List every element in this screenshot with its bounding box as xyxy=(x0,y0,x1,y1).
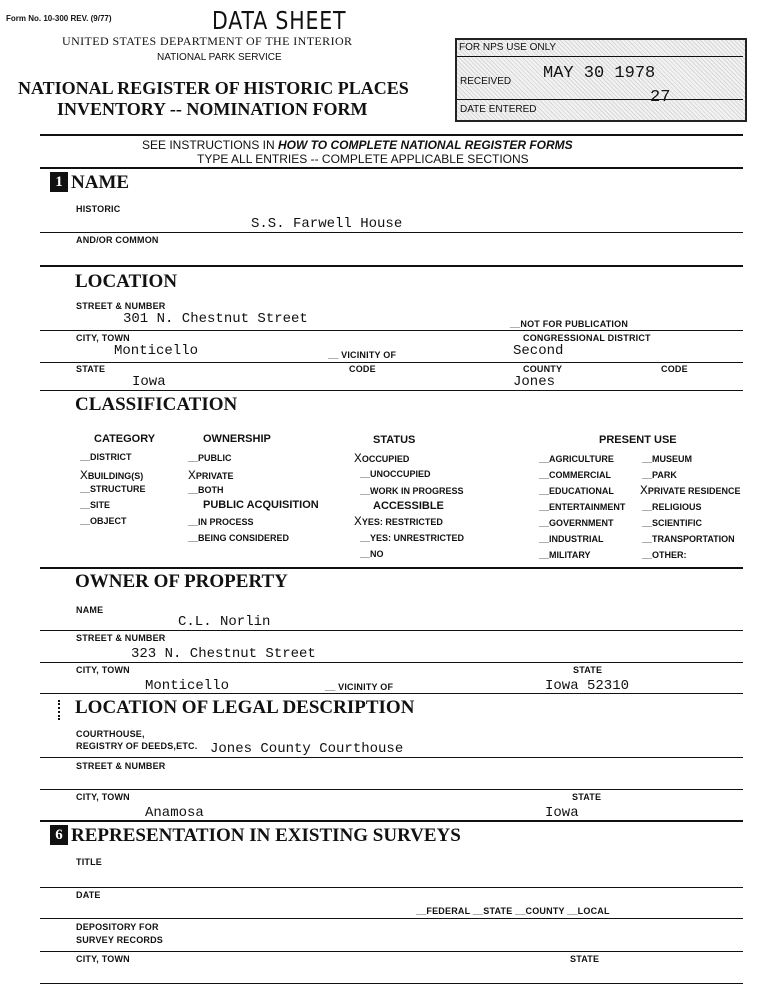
instructions-line2: TYPE ALL ENTRIES -- COMPLETE APPLICABLE SECTIONS xyxy=(197,152,529,166)
county-code-label: CODE xyxy=(661,364,688,374)
status-work-in-progress: __WORK IN PROGRESS xyxy=(360,486,464,496)
not-for-publication: __NOT FOR PUBLICATION xyxy=(510,319,629,329)
owner-street-label: STREET & NUMBER xyxy=(76,633,166,643)
legal-description-section-title: LOCATION OF LEGAL DESCRIPTION xyxy=(75,697,415,718)
survey-city-label: CITY, TOWN xyxy=(76,954,130,964)
legal-city-label: CITY, TOWN xyxy=(76,792,130,802)
use-private-residence: XPRIVATE RESIDENCE xyxy=(640,483,741,498)
use-entertainment: __ENTERTAINMENT xyxy=(539,502,626,512)
classification-section-title: CLASSIFICATION xyxy=(75,394,238,415)
ownership-private: XPRIVATE xyxy=(188,468,234,483)
ownership-public: __PUBLIC xyxy=(188,453,232,463)
owner-state-label: STATE xyxy=(573,665,603,675)
category-site: __SITE xyxy=(80,500,111,510)
courthouse-label-line2: REGISTRY OF DEEDS,ETC. xyxy=(76,741,198,751)
owner-name-label: NAME xyxy=(76,605,104,615)
use-park: __PARK xyxy=(642,470,677,480)
use-government: __GOVERNMENT xyxy=(539,518,614,528)
received-date: MAY 30 1978 xyxy=(543,64,656,83)
use-transportation: __TRANSPORTATION xyxy=(642,534,735,544)
courthouse-label-line1: COURTHOUSE, xyxy=(76,729,145,739)
date-entered-label: DATE ENTERED xyxy=(460,104,537,115)
use-scientific: __SCIENTIFIC xyxy=(642,518,703,528)
nps-box-label: FOR NPS USE ONLY xyxy=(459,42,557,53)
county-label: COUNTY xyxy=(523,364,563,374)
depository-label-line1: DEPOSITORY FOR xyxy=(76,922,159,932)
use-industrial: __INDUSTRIAL xyxy=(539,534,604,544)
use-educational: __EDUCATIONAL xyxy=(539,486,614,496)
location-street-label: STREET & NUMBER xyxy=(76,301,166,311)
survey-levels: __FEDERAL __STATE __COUNTY __LOCAL xyxy=(416,906,610,916)
historic-name-value: S.S. Farwell House xyxy=(251,216,403,232)
present-use-heading: PRESENT USE xyxy=(599,434,677,446)
public-acquisition-heading: PUBLIC ACQUISITION xyxy=(203,499,319,511)
acquisition-in-process: __IN PROCESS xyxy=(188,517,254,527)
owner-name-value: C.L. Norlin xyxy=(178,614,271,630)
ownership-heading: OWNERSHIP xyxy=(203,433,271,445)
survey-date-label: DATE xyxy=(76,890,101,900)
survey-state-label: STATE xyxy=(570,954,600,964)
category-heading: CATEGORY xyxy=(94,433,156,445)
status-heading: STATUS xyxy=(373,434,416,446)
received-label: RECEIVED xyxy=(460,76,512,87)
use-museum: __MUSEUM xyxy=(642,454,693,464)
legal-city-value: Anamosa xyxy=(145,805,204,821)
use-other: __OTHER: xyxy=(642,550,687,560)
name-section-title: 1 NAME xyxy=(50,172,129,194)
owner-section-title: OWNER OF PROPERTY xyxy=(75,571,288,592)
form-title-line2: INVENTORY -- NOMINATION FORM xyxy=(57,99,368,119)
location-state-label: STATE xyxy=(76,364,106,374)
owner-state-value: Iowa 52310 xyxy=(545,678,630,694)
surveys-section-title: 6 REPRESENTATION IN EXISTING SURVEYS xyxy=(50,825,461,847)
acquisition-being-considered: __BEING CONSIDERED xyxy=(188,533,290,543)
owner-city-label: CITY, TOWN xyxy=(76,665,130,675)
common-name-label: AND/OR COMMON xyxy=(76,235,159,245)
owner-vicinity: __ VICINITY OF xyxy=(325,682,394,692)
historic-label: HISTORIC xyxy=(76,204,121,214)
legal-street-label: STREET & NUMBER xyxy=(76,761,166,771)
legal-state-label: STATE xyxy=(572,792,602,802)
state-code-label: CODE xyxy=(349,364,376,374)
category-district: __DISTRICT xyxy=(80,452,132,462)
location-city-value: Monticello xyxy=(114,343,199,359)
location-city-label: CITY, TOWN xyxy=(76,333,130,343)
courthouse-value: Jones County Courthouse xyxy=(210,741,404,757)
use-agriculture: __AGRICULTURE xyxy=(539,454,614,464)
county-value: Jones xyxy=(513,374,556,390)
category-structure: __STRUCTURE xyxy=(80,484,146,494)
use-military: __MILITARY xyxy=(539,550,591,560)
service-name: NATIONAL PARK SERVICE xyxy=(157,52,282,63)
location-vicinity: __ VICINITY OF xyxy=(328,350,397,360)
owner-city-value: Monticello xyxy=(145,678,230,694)
ownership-both: __BOTH xyxy=(188,485,224,495)
access-yes-unrestricted: __YES: UNRESTRICTED xyxy=(360,533,465,543)
accessible-heading: ACCESSIBLE xyxy=(373,500,444,512)
form-title-line1: NATIONAL REGISTER OF HISTORIC PLACES xyxy=(18,78,409,98)
access-no: __NO xyxy=(360,549,384,559)
category-buildings: XBUILDING(S) xyxy=(80,468,144,483)
location-section-title: LOCATION xyxy=(75,271,178,292)
status-occupied: XOCCUPIED xyxy=(354,451,410,466)
use-commercial: __COMMERCIAL xyxy=(539,470,612,480)
status-unoccupied: __UNOCCUPIED xyxy=(360,469,431,479)
department-name: UNITED STATES DEPARTMENT OF THE INTERIOR xyxy=(62,34,353,48)
location-state-value: Iowa xyxy=(132,374,166,390)
legal-state-value: Iowa xyxy=(545,805,579,821)
congressional-district-value: Second xyxy=(513,343,564,359)
use-religious: __RELIGIOUS xyxy=(642,502,702,512)
depository-label-line2: SURVEY RECORDS xyxy=(76,935,163,945)
margin-mark xyxy=(58,700,62,720)
date-entered-value: 27 xyxy=(650,88,671,107)
location-street-value: 301 N. Chestnut Street xyxy=(123,311,308,327)
congressional-district-label: CONGRESSIONAL DISTRICT xyxy=(523,333,651,343)
survey-title-label: TITLE xyxy=(76,857,102,867)
data-sheet-stamp: DATA SHEET xyxy=(212,6,347,35)
category-object: __OBJECT xyxy=(80,516,127,526)
access-yes-restricted: XYES: RESTRICTED xyxy=(354,514,443,529)
form-number: Form No. 10-300 REV. (9/77) xyxy=(6,14,112,23)
owner-street-value: 323 N. Chestnut Street xyxy=(131,646,316,662)
instructions-line1: SEE INSTRUCTIONS IN HOW TO COMPLETE NATIONAL REGISTER FORMS xyxy=(142,138,573,152)
